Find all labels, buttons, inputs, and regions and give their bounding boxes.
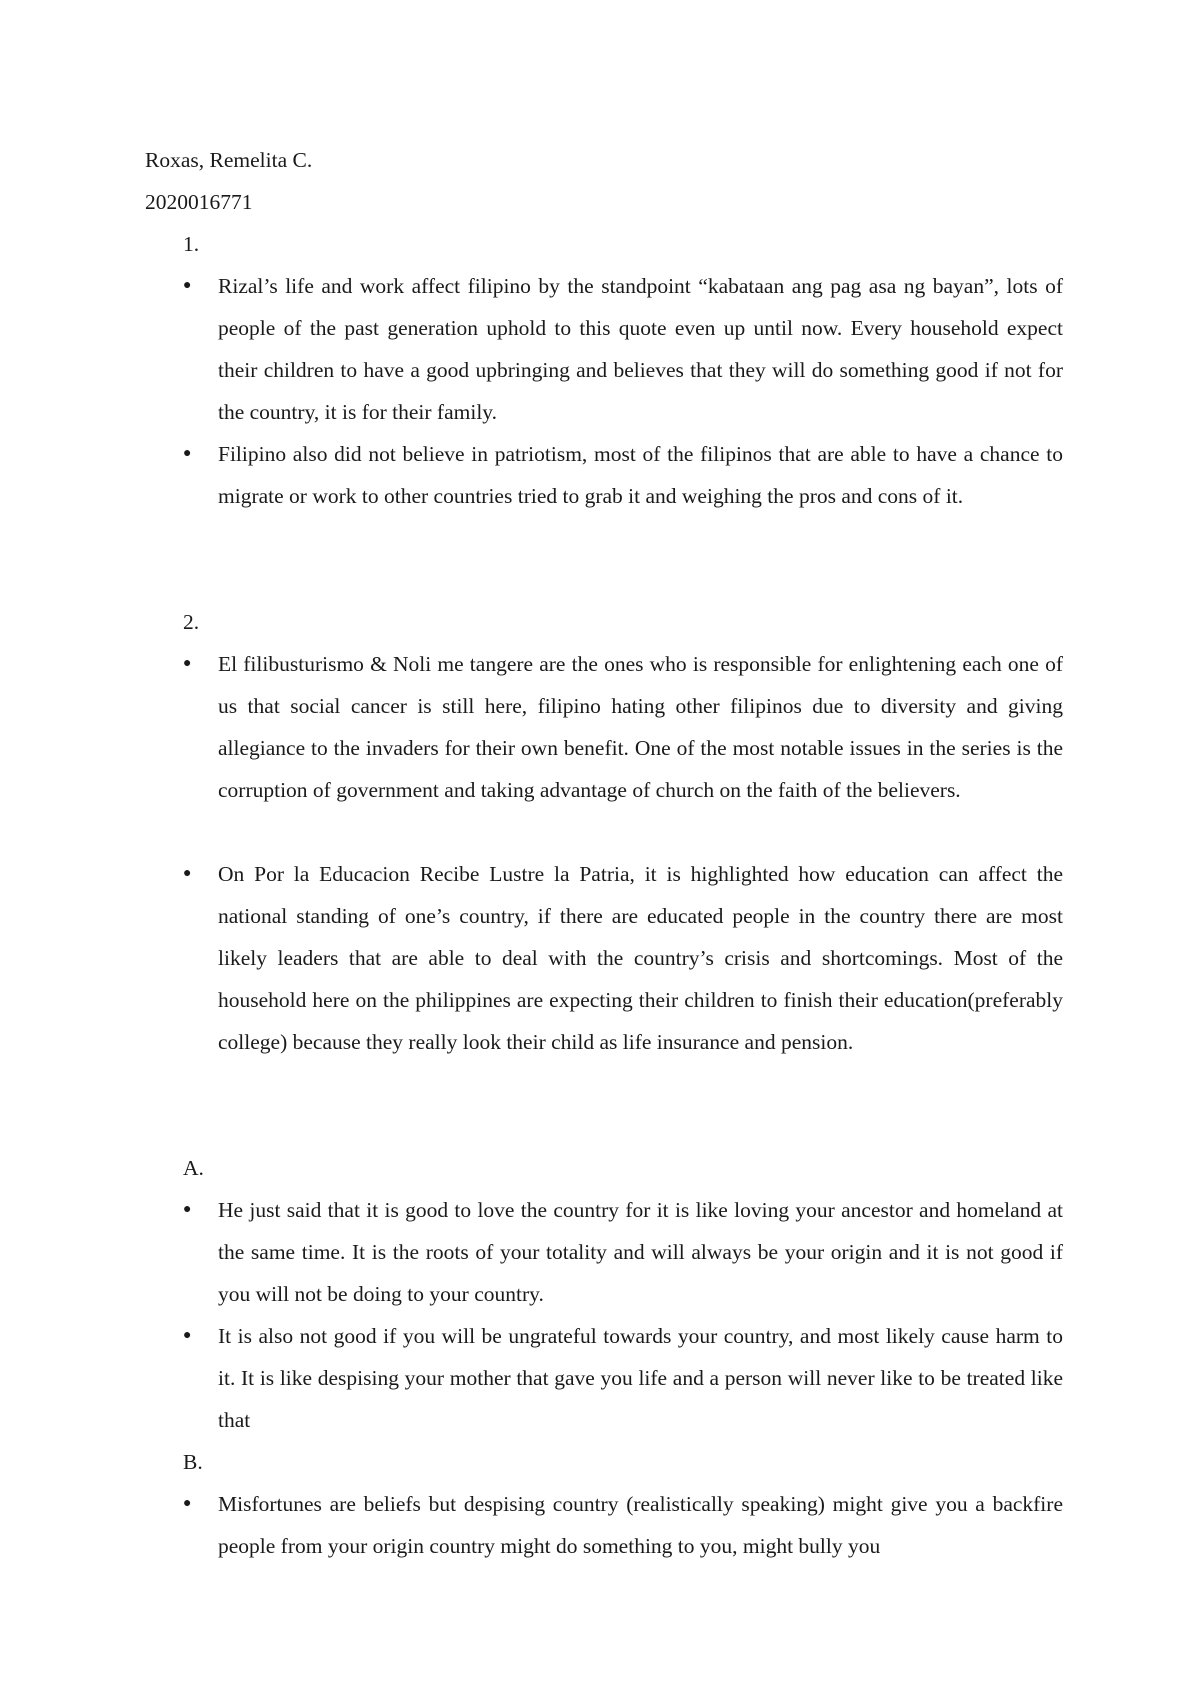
list-item-text: On Por la Educacion Recibe Lustre la Patria, it is highlighted how education can affect the national standing of one’s country, if there are educated people in the country there are most likely leaders that are able to deal with the country’s crisis and shortcomings. Most of the household here on the philippines are expecting their children to finish their education(preferably college) because they really look their child as life insurance and pension. [218,862,1063,1054]
list-item-text: Misfortunes are beliefs but despising country (realistically speaking) might give you a backfire people from your origin country might do something to you, might bully you [218,1492,1063,1558]
list-item [183,1315,1063,1441]
bullet-icon: ● [183,1328,192,1343]
list-item-text: El filibusturismo & Noli me tangere are the ones who is responsible for enlightening each one of us that social cancer is still here, filipino hating other filipinos due to diversity and giving allegiance to the invaders for their own benefit. One of the most notable issues in the series is the corruption of government and taking advantage of church on the faith of the believers. [218,652,1063,802]
bullet-icon: ● [183,656,192,671]
list-item-text: He just said that it is good to love the country for it is like loving your ancestor and homeland at the same time. It is the roots of your totality and will always be your origin and it is not good if you will not be doing to your country. [218,1198,1063,1306]
list-item [183,643,1063,811]
list-item-text: Rizal’s life and work affect filipino by the standpoint “kabataan ang pag asa ng bayan”, lots of people of the past generation uphold to this quote even up until now. Every household expect their children to have a good upbringing and believes that they will do something good if not for the country, it is for their family. [218,274,1063,424]
list-item [183,853,1063,1063]
section-label-a: A. [183,1156,204,1180]
section-label-b: B. [183,1450,203,1474]
bullet-icon: ● [183,1202,192,1217]
author-name: Roxas, Remelita C. [145,148,313,172]
bullet-icon: ● [183,1496,192,1511]
bullet-icon: ● [183,446,192,461]
list-item [183,1483,1063,1567]
student-id: 2020016771 [145,190,253,214]
bullet-icon: ● [183,866,192,881]
section-label-1: 1. [183,232,200,256]
list-item [183,1189,1063,1315]
list-item [183,265,1063,433]
list-item [183,433,1063,517]
list-item-text: Filipino also did not believe in patriotism, most of the filipinos that are able to have a chance to migrate or work to other countries tried to grab it and weighing the pros and cons of it. [218,442,1063,508]
bullet-icon: ● [183,278,192,293]
section-label-2: 2. [183,610,200,634]
list-item-text: It is also not good if you will be ungrateful towards your country, and most likely cause harm to it. It is like despising your mother that gave you life and a person will never like to be treated like that [218,1324,1063,1432]
